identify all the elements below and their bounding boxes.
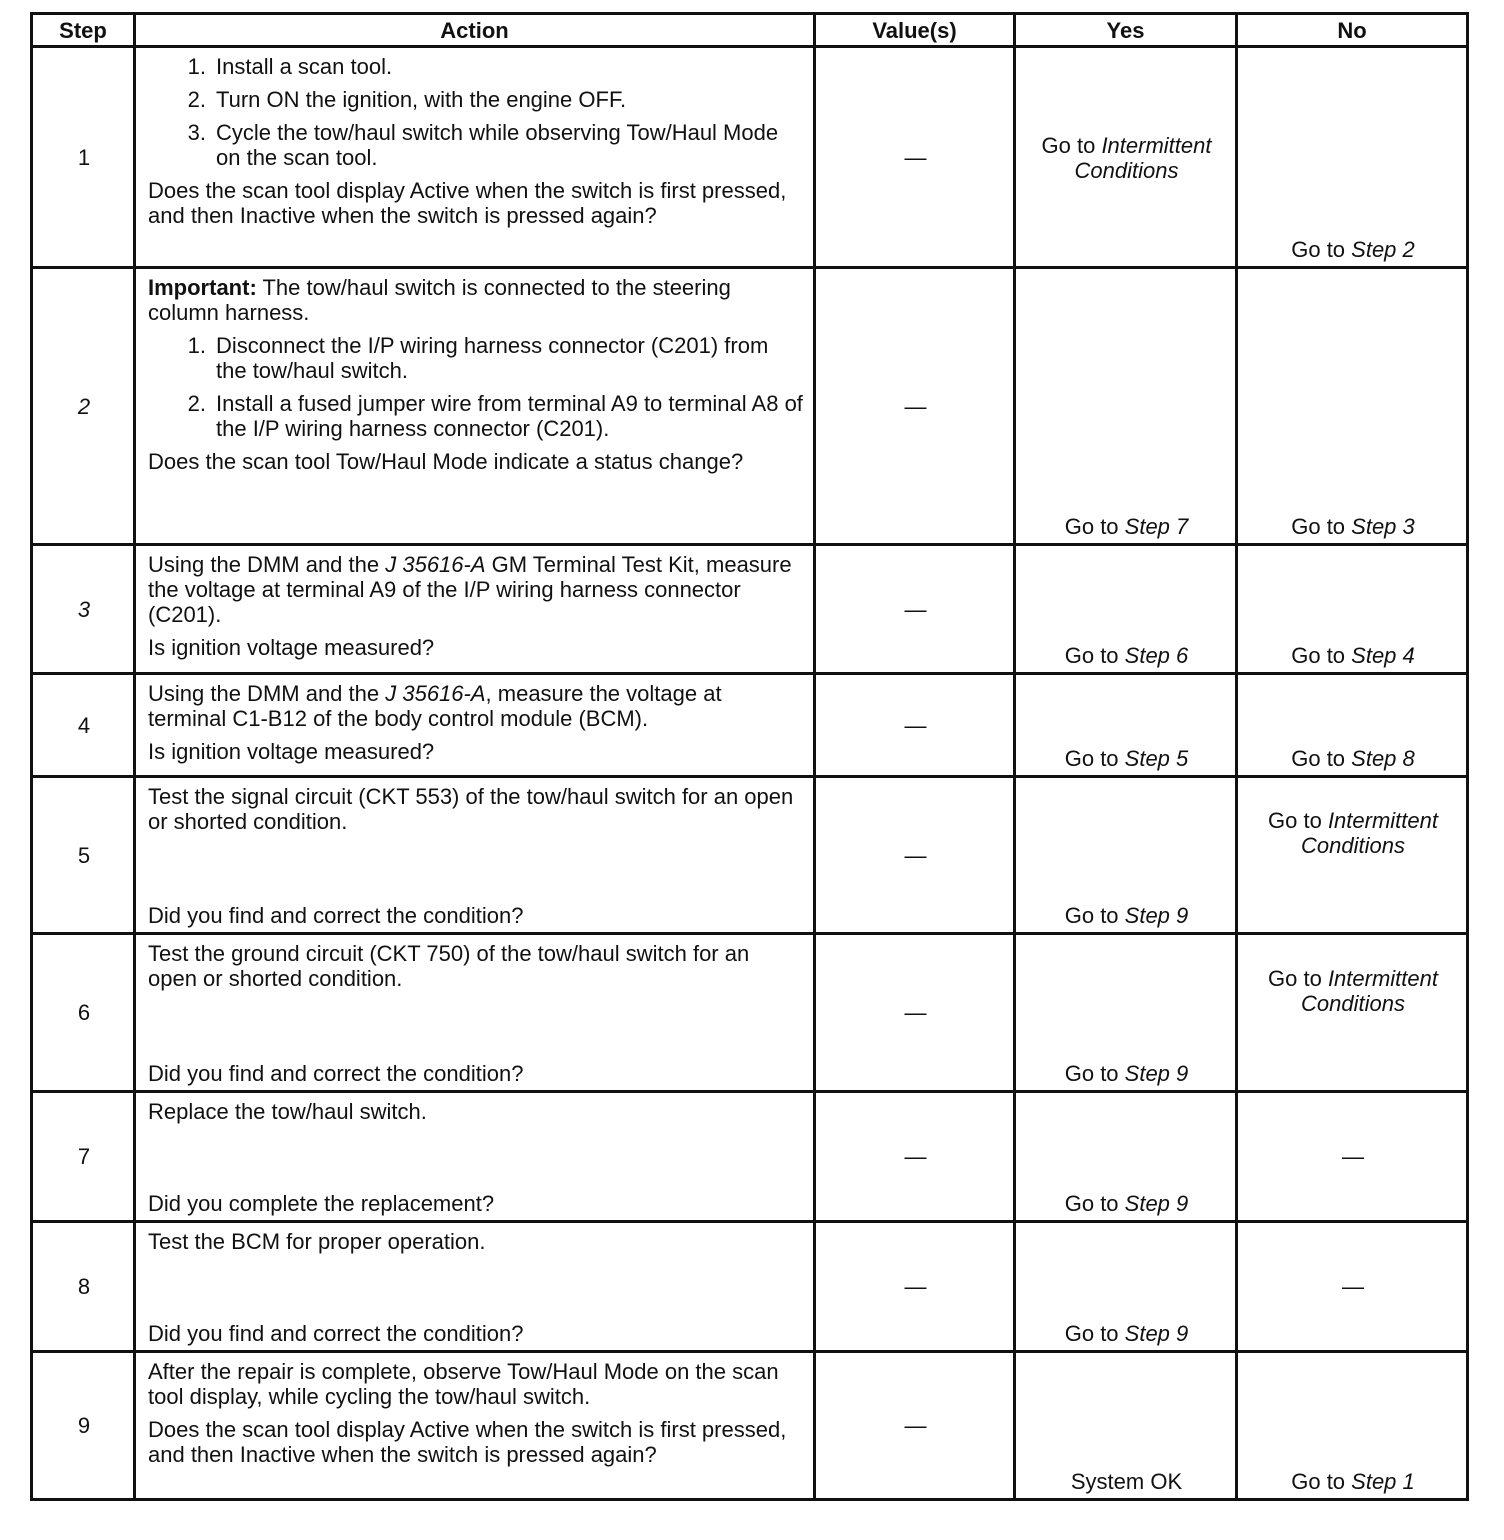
step-number: 4: [32, 674, 135, 777]
question-text: Is ignition voltage measured?: [148, 739, 435, 764]
header-values: Value(s): [815, 14, 1015, 47]
table-row: [32, 1352, 1468, 1500]
yes-target: Step 9: [1124, 903, 1189, 928]
item-text: Turn ON the ignition, with the engine OFF.: [216, 87, 627, 112]
step-number: 2: [32, 268, 135, 545]
no-cell: [1237, 674, 1468, 777]
no-cell: [1237, 47, 1468, 268]
action-text: Test the signal circuit (CKT 553) of the tow/haul switch for an open or shorted condition.: [148, 784, 794, 834]
table-row: [32, 674, 1468, 777]
table-row: [32, 1222, 1468, 1352]
tool-reference: J 35616-A: [385, 552, 486, 577]
list-item: [148, 333, 803, 383]
action-cell: [135, 1222, 815, 1352]
list-item: [148, 391, 803, 441]
action-cell: [135, 545, 815, 674]
no-target: Step 4: [1351, 643, 1415, 668]
value-cell: —: [815, 934, 1015, 1092]
question-text: Is ignition voltage measured?: [148, 635, 435, 660]
action-text: Test the ground circuit (CKT 750) of the tow/haul switch for an open or shorted condition.: [148, 941, 750, 991]
value-cell: —: [815, 1222, 1015, 1352]
yes-cell: [1015, 1222, 1237, 1352]
step-number: 5: [32, 777, 135, 934]
no-cell: —: [1237, 1222, 1468, 1352]
no-prefix: Go to: [1291, 746, 1352, 771]
no-target: Step 3: [1351, 514, 1415, 539]
header-no: No: [1237, 14, 1468, 47]
value-cell: —: [815, 674, 1015, 777]
item-number: 1.: [187, 333, 206, 358]
no-cell: —: [1237, 1092, 1468, 1222]
action-cell: [135, 934, 815, 1092]
yes-cell: [1015, 268, 1237, 545]
item-text: Install a scan tool.: [216, 54, 393, 79]
yes-target: Step 9: [1124, 1191, 1189, 1216]
no-target: Step 8: [1351, 746, 1415, 771]
item-text: Disconnect the I/P wiring harness connector (C201) from the tow/haul switch.: [216, 333, 769, 383]
action-text-part: Using the DMM and the: [148, 552, 386, 577]
item-text: Cycle the tow/haul switch while observing Tow/Haul Mode on the scan tool.: [216, 120, 779, 170]
question-text: Did you find and correct the condition?: [148, 1321, 524, 1346]
yes-target: Step 7: [1124, 514, 1189, 539]
action-text: Replace the tow/haul switch.: [148, 1099, 427, 1124]
step-number: 3: [32, 545, 135, 674]
header-row: [32, 14, 1468, 47]
yes-cell: [1015, 47, 1237, 268]
yes-prefix: Go to: [1064, 746, 1125, 771]
table-row: [32, 545, 1468, 674]
yes-cell: [1015, 674, 1237, 777]
action-text: Test the BCM for proper operation.: [148, 1229, 486, 1254]
no-target: Intermittent Conditions: [1301, 965, 1438, 1016]
yes-cell: [1015, 1092, 1237, 1222]
table-row: [32, 934, 1468, 1092]
yes-prefix: Go to: [1064, 643, 1125, 668]
no-prefix: Go to: [1268, 965, 1328, 991]
value-cell: —: [815, 268, 1015, 545]
action-cell: [135, 674, 815, 777]
item-number: 2.: [187, 391, 206, 416]
yes-cell: System OK: [1015, 1352, 1237, 1500]
question-text: Did you find and correct the condition?: [148, 903, 524, 928]
item-text: Install a fused jumper wire from terminal A9 to terminal A8 of the I/P wiring harness connector (C201).: [216, 391, 803, 441]
yes-prefix: Go to: [1064, 514, 1125, 539]
action-text-part: GM Terminal Test Kit, measure the voltage at terminal A9 of the I/P wiring harness connector (C201).: [148, 552, 792, 627]
item-number: 3.: [187, 120, 206, 145]
yes-target: Step 9: [1124, 1061, 1189, 1086]
question-text: Does the scan tool display Active when the switch is first pressed, and then Inactive when the switch is pressed again?: [148, 1417, 787, 1467]
table-row: [32, 268, 1468, 545]
item-number: 1.: [187, 54, 206, 79]
table-row: [32, 47, 1468, 268]
table-row: [32, 777, 1468, 934]
no-target: Step 1: [1351, 1469, 1415, 1494]
no-target: Step 2: [1351, 237, 1415, 262]
no-prefix: Go to: [1291, 514, 1352, 539]
action-cell: [135, 1352, 815, 1500]
no-prefix: Go to: [1291, 643, 1352, 668]
important-note: [148, 275, 803, 325]
action-cell: [135, 1092, 815, 1222]
action-cell: [135, 777, 815, 934]
important-label: Important:: [148, 275, 257, 300]
action-text: [148, 681, 803, 731]
action-cell: [135, 268, 815, 545]
action-text: [148, 552, 803, 627]
step-number: 1: [32, 47, 135, 268]
step-number: 6: [32, 934, 135, 1092]
no-cell: [1237, 777, 1468, 934]
header-yes: Yes: [1015, 14, 1237, 47]
list-item: [148, 120, 803, 170]
value-cell: —: [815, 1092, 1015, 1222]
question-text: Did you find and correct the condition?: [148, 1061, 524, 1086]
yes-prefix: Go to: [1064, 903, 1125, 928]
question-text: Did you complete the replacement?: [148, 1191, 495, 1216]
yes-cell: [1015, 934, 1237, 1092]
value-cell: —: [815, 777, 1015, 934]
value-cell: —: [815, 1352, 1015, 1500]
step-number: 9: [32, 1352, 135, 1500]
yes-prefix: Go to: [1041, 133, 1102, 158]
header-step: Step: [32, 14, 135, 47]
no-prefix: Go to: [1291, 1469, 1352, 1494]
list-item: [148, 54, 803, 79]
action-cell: [135, 47, 815, 268]
tool-reference: J 35616-A: [385, 681, 486, 706]
no-cell: [1237, 268, 1468, 545]
action-text-part: Using the DMM and the: [148, 681, 386, 706]
yes-target: Step 5: [1124, 746, 1189, 771]
action-text: After the repair is complete, observe Tow/Haul Mode on the scan tool display, while cycling the tow/haul switch.: [148, 1359, 779, 1409]
step-number: 8: [32, 1222, 135, 1352]
yes-target: Step 6: [1124, 643, 1189, 668]
value-cell: —: [815, 545, 1015, 674]
yes-prefix: Go to: [1064, 1061, 1125, 1086]
diagnostic-table: [30, 12, 1469, 1501]
no-cell: [1237, 1352, 1468, 1500]
question-text: Does the scan tool Tow/Haul Mode indicate a status change?: [148, 449, 744, 474]
no-prefix: Go to: [1291, 237, 1352, 262]
no-cell: [1237, 545, 1468, 674]
no-target: Intermittent Conditions: [1301, 808, 1438, 858]
yes-target: Step 9: [1124, 1321, 1189, 1346]
question-text: Does the scan tool display Active when the switch is first pressed, and then Inactive when the switch is pressed again?: [148, 178, 787, 228]
list-item: [148, 87, 803, 112]
value-cell: —: [815, 47, 1015, 268]
yes-target: Intermittent Conditions: [1074, 133, 1212, 183]
no-prefix: Go to: [1268, 808, 1328, 833]
yes-prefix: Go to: [1064, 1321, 1125, 1346]
item-number: 2.: [187, 87, 206, 112]
action-text-part: , measure the voltage at terminal C1-B12 of the body control module (BCM).: [148, 681, 722, 731]
yes-cell: [1015, 777, 1237, 934]
step-number: 7: [32, 1092, 135, 1222]
important-text: The tow/haul switch is connected to the steering column harness.: [148, 275, 731, 325]
yes-prefix: Go to: [1064, 1191, 1125, 1216]
no-cell: [1237, 934, 1468, 1092]
header-action: Action: [135, 14, 815, 47]
yes-cell: [1015, 545, 1237, 674]
table-row: [32, 1092, 1468, 1222]
